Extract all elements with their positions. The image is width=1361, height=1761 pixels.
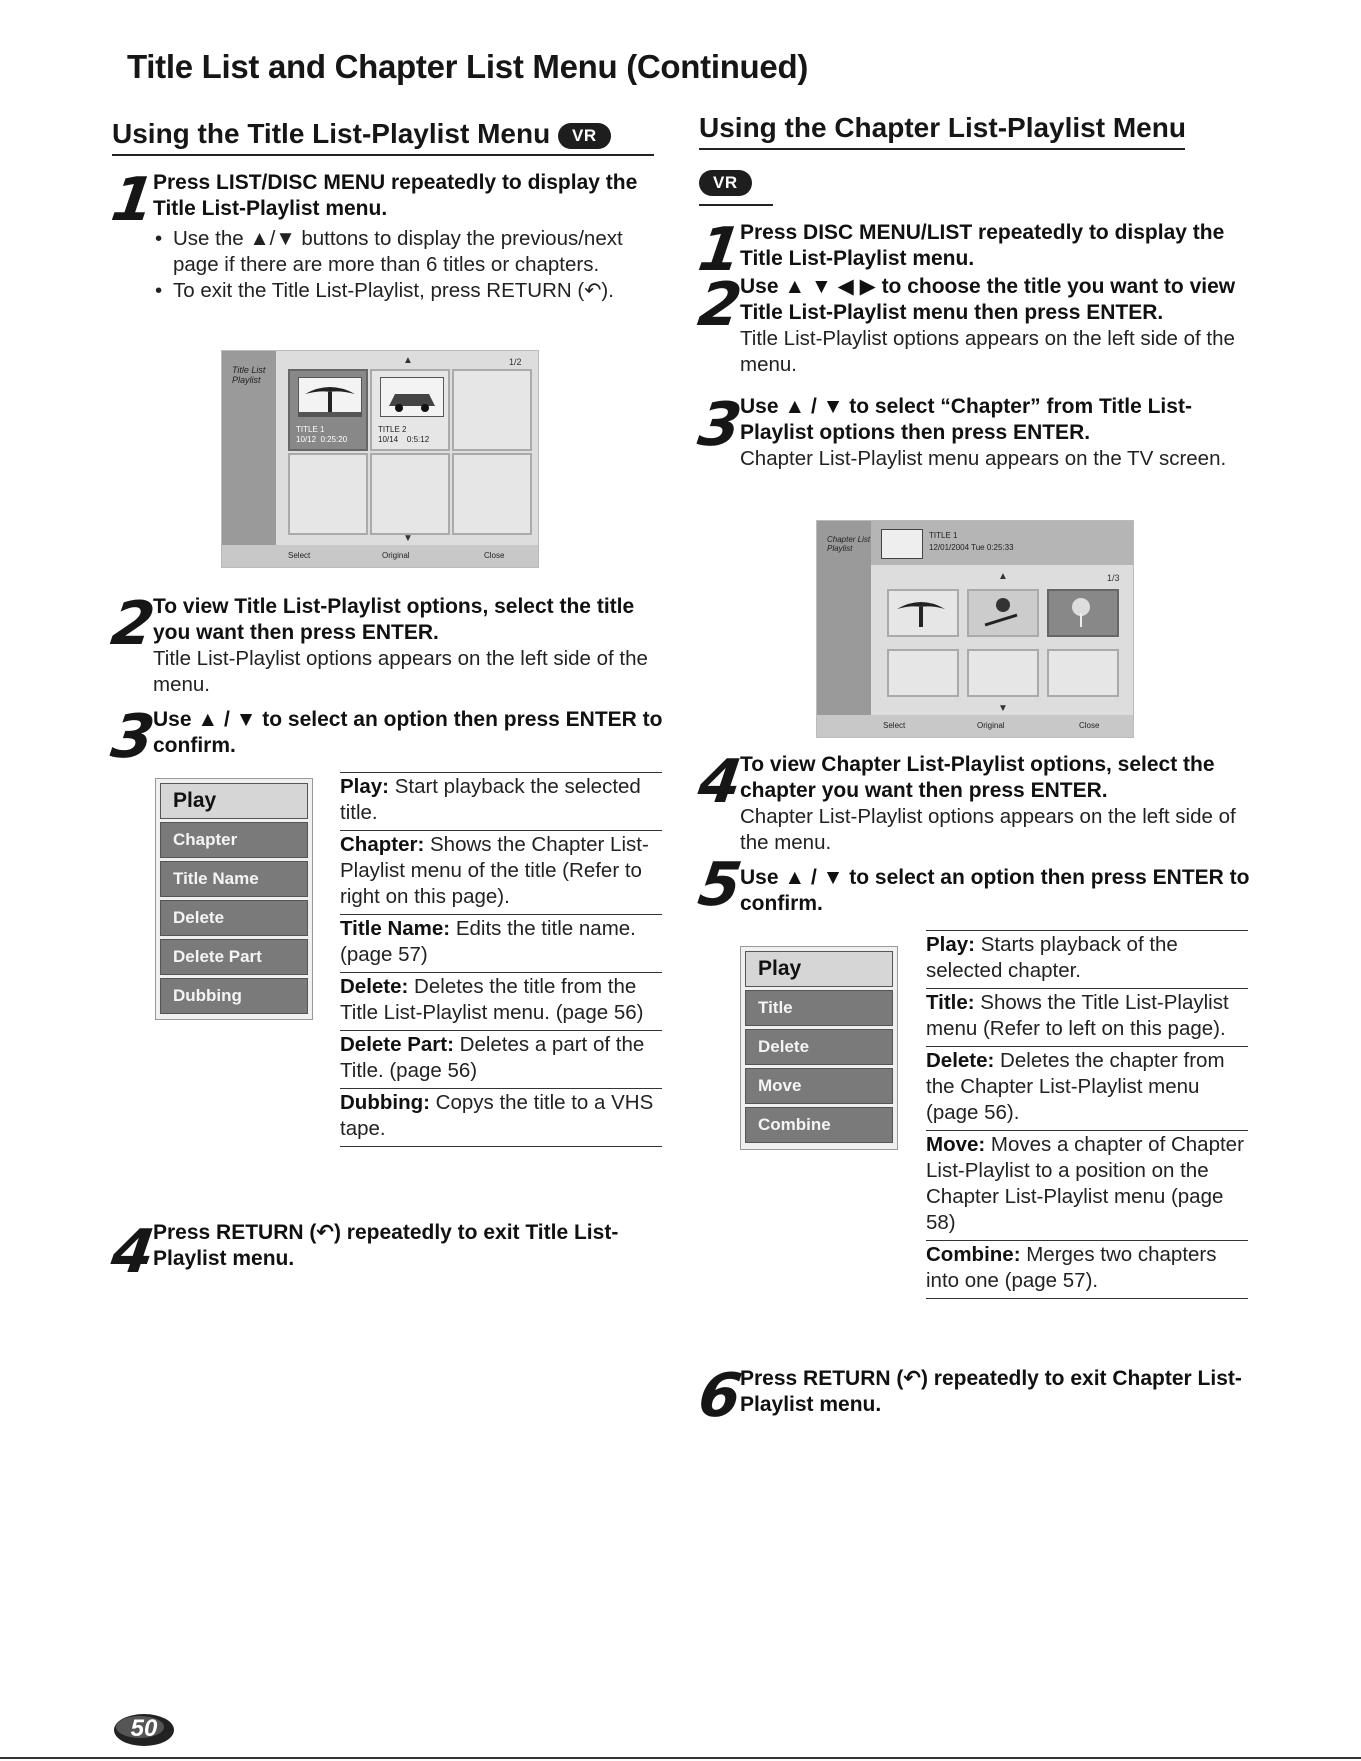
right-step-4-bold: To view Chapter List-Playlist options, select the chapter you want then press ENTER. bbox=[740, 753, 1215, 802]
title-1-name: TITLE 1 bbox=[296, 425, 325, 434]
step-number-3: 3 bbox=[107, 702, 159, 772]
left-step-1-bullets bbox=[153, 226, 658, 304]
left-step-2-plain: Title List-Playlist options appears on the left side of the menu. bbox=[153, 647, 648, 696]
left-step-2-bold: To view Title List-Playlist options, select the title you want then press ENTER. bbox=[153, 595, 635, 644]
definition-row bbox=[340, 772, 662, 830]
definition-row bbox=[340, 1030, 662, 1088]
right-step-3-plain: Chapter List-Playlist menu appears on the TV screen. bbox=[740, 447, 1227, 470]
chapter-header-bar bbox=[871, 521, 1133, 565]
step-number-6: 6 bbox=[694, 1361, 746, 1431]
chapter-thumbnail-empty[interactable] bbox=[967, 649, 1039, 697]
page-number: 50 bbox=[130, 1715, 158, 1742]
definition-row bbox=[340, 1088, 662, 1147]
right-vr-block bbox=[699, 170, 773, 206]
def-desc: Shows the Chapter List-Playlist menu of the title (Refer to right on this page). bbox=[340, 833, 649, 908]
left-step-1 bbox=[153, 170, 658, 304]
definition-row bbox=[926, 988, 1248, 1046]
menu-item-dubbing[interactable]: Dubbing bbox=[160, 978, 308, 1014]
menu-item-play[interactable]: Play bbox=[745, 951, 893, 987]
vr-badge: VR bbox=[558, 123, 611, 149]
definition-row bbox=[340, 830, 662, 914]
def-term: Play: bbox=[340, 775, 389, 798]
def-term: Delete Part: bbox=[340, 1033, 454, 1056]
menu-item-title-name[interactable]: Title Name bbox=[160, 861, 308, 897]
def-desc: Start playback the selected title. bbox=[340, 775, 641, 824]
menu-item-play[interactable]: Play bbox=[160, 783, 308, 819]
right-step-5-bold: Use ▲ / ▼ to select an option then press ENTER to confirm. bbox=[740, 866, 1250, 915]
def-term: Delete: bbox=[926, 1049, 995, 1072]
right-step-2 bbox=[740, 274, 1260, 378]
def-term: Delete: bbox=[340, 975, 409, 998]
definition-row bbox=[926, 1046, 1248, 1130]
car-image-icon bbox=[380, 377, 444, 417]
menu-item-title[interactable]: Title bbox=[745, 990, 893, 1026]
chapter-options-menu bbox=[740, 946, 898, 1150]
def-desc: Moves a chapter of Chapter List-Playlist to a position on the Chapter List-Playlist menu (page 58) bbox=[926, 1133, 1244, 1234]
left-step-1-text: Press LIST/DISC MENU repeatedly to display the Title List-Playlist menu. bbox=[153, 171, 638, 220]
menu-item-delete[interactable]: Delete bbox=[160, 900, 308, 936]
left-section-heading bbox=[112, 118, 654, 156]
tree-image-icon bbox=[881, 529, 923, 559]
chapter-options-definitions bbox=[926, 930, 1248, 1299]
definition-row bbox=[926, 930, 1248, 988]
right-step-1 bbox=[740, 220, 1260, 272]
title-thumbnail-empty[interactable] bbox=[452, 453, 532, 535]
footer-select: Select bbox=[883, 721, 906, 730]
scroll-down-icon: ▼ bbox=[403, 533, 413, 544]
chapter-thumbnail-2[interactable] bbox=[967, 589, 1039, 637]
def-term: Move: bbox=[926, 1133, 986, 1156]
step-number-1: 1 bbox=[107, 165, 159, 235]
chapter-thumbnail-empty[interactable] bbox=[1047, 649, 1119, 697]
left-step-3 bbox=[153, 707, 663, 759]
right-step-3 bbox=[740, 394, 1260, 472]
step-number-4: 4 bbox=[694, 747, 746, 817]
step-number-5: 5 bbox=[694, 850, 746, 920]
footer-original: Original bbox=[382, 551, 410, 560]
def-term: Combine: bbox=[926, 1243, 1021, 1266]
chapter-thumbnail-1[interactable] bbox=[887, 589, 959, 637]
footer-close: Close bbox=[1079, 721, 1100, 730]
title-options-definitions bbox=[340, 772, 662, 1147]
right-step-6 bbox=[740, 1366, 1260, 1418]
definition-row bbox=[340, 914, 662, 972]
def-desc: Copys the title to a VHS tape. bbox=[340, 1091, 654, 1140]
def-desc: Deletes the title from the Title List-Playlist menu. (page 56) bbox=[340, 975, 644, 1024]
step-number-1: 1 bbox=[694, 215, 746, 285]
menu-item-move[interactable]: Move bbox=[745, 1068, 893, 1104]
screen-footer bbox=[817, 715, 1133, 737]
title-thumbnail-empty[interactable] bbox=[452, 369, 532, 451]
step-number-2: 2 bbox=[694, 270, 746, 340]
menu-item-delete-part[interactable]: Delete Part bbox=[160, 939, 308, 975]
definition-row bbox=[340, 972, 662, 1030]
title-thumbnail-1[interactable] bbox=[288, 369, 368, 451]
def-desc: Shows the Title List-Playlist menu (Refer to left on this page). bbox=[926, 991, 1229, 1040]
title-1-time: 0:25:20 bbox=[320, 435, 348, 444]
scroll-up-icon: ▲ bbox=[403, 355, 413, 366]
screen-sidebar bbox=[817, 521, 871, 737]
def-desc: Deletes a part of the Title. (page 56) bbox=[340, 1033, 645, 1082]
title-thumbnail-empty[interactable] bbox=[370, 453, 450, 535]
screen-side-label: Chapter List Playlist bbox=[827, 535, 871, 553]
def-term: Dubbing: bbox=[340, 1091, 430, 1114]
title-options-menu bbox=[155, 778, 313, 1020]
menu-item-chapter[interactable]: Chapter bbox=[160, 822, 308, 858]
footer-select: Select bbox=[288, 551, 311, 560]
right-step-4-plain: Chapter List-Playlist options appears on the left side of the menu. bbox=[740, 805, 1236, 854]
tree-image-icon bbox=[889, 591, 953, 631]
def-term: Title: bbox=[926, 991, 975, 1014]
page-title: Title List and Chapter List Menu (Continued) bbox=[127, 48, 809, 85]
right-heading-text: Using the Chapter List-Playlist Menu bbox=[699, 112, 1186, 143]
def-term: Chapter: bbox=[340, 833, 425, 856]
chapter-thumbnail-3[interactable] bbox=[1047, 589, 1119, 637]
def-desc: Deletes the chapter from the Chapter List-Playlist menu (page 56). bbox=[926, 1049, 1225, 1124]
right-step-5 bbox=[740, 865, 1260, 917]
page-indicator: 1/3 bbox=[1107, 573, 1120, 583]
left-heading-text: Using the Title List-Playlist Menu bbox=[112, 118, 551, 149]
step-number-4: 4 bbox=[107, 1217, 159, 1287]
right-step-2-plain: Title List-Playlist options appears on the left side of the menu. bbox=[740, 327, 1235, 376]
def-desc: Merges two chapters into one (page 57). bbox=[926, 1243, 1217, 1292]
skier-image-icon bbox=[969, 591, 1033, 631]
def-desc: Starts playback of the selected chapter. bbox=[926, 933, 1178, 982]
scroll-up-icon: ▲ bbox=[998, 571, 1008, 582]
left-step-4 bbox=[153, 1220, 663, 1272]
title-2-time: 0:5:12 bbox=[406, 435, 430, 444]
title-2-date: 10/14 bbox=[378, 435, 399, 444]
title-thumbnail-2[interactable] bbox=[370, 369, 450, 451]
left-step-2 bbox=[153, 594, 663, 698]
chapter-title-date: 12/01/2004 Tue 0:25:33 bbox=[929, 543, 1014, 552]
title-1-date: 10/12 bbox=[296, 435, 317, 444]
right-section-heading bbox=[699, 112, 1185, 150]
menu-item-delete[interactable]: Delete bbox=[745, 1029, 893, 1065]
left-step-4-bold: Press RETURN (↶) repeatedly to exit Title List-Playlist menu. bbox=[153, 1221, 619, 1270]
right-step-1-bold: Press DISC MENU/LIST repeatedly to display the Title List-Playlist menu. bbox=[740, 221, 1225, 270]
title-2-name: TITLE 2 bbox=[378, 425, 407, 434]
bullet-item: • To exit the Title List-Playlist, press RETURN (↶). bbox=[173, 278, 658, 304]
chapter-list-screen bbox=[816, 520, 1134, 738]
flower-image-icon bbox=[1049, 591, 1113, 631]
right-step-6-bold: Press RETURN (↶) repeatedly to exit Chapter List-Playlist menu. bbox=[740, 1367, 1242, 1416]
page-number-badge bbox=[112, 1712, 176, 1748]
right-step-3-bold: Use ▲ / ▼ to select “Chapter” from Title List-Playlist options then press ENTER. bbox=[740, 395, 1192, 444]
vr-badge: VR bbox=[699, 170, 752, 196]
screen-footer bbox=[222, 545, 538, 567]
tree-image-icon bbox=[298, 377, 362, 417]
screen-sidebar bbox=[222, 351, 276, 567]
right-step-4 bbox=[740, 752, 1260, 856]
step-number-2: 2 bbox=[107, 589, 159, 659]
bullet-item: • Use the ▲/▼ buttons to display the previous/next page if there are more than 6 titles or chapters. bbox=[173, 226, 658, 278]
chapter-title-name: TITLE 1 bbox=[929, 531, 958, 540]
definition-row bbox=[926, 1130, 1248, 1240]
screen-side-label: Title List Playlist bbox=[232, 365, 266, 385]
def-desc: Edits the title name. (page 57) bbox=[340, 917, 636, 966]
scroll-down-icon: ▼ bbox=[998, 703, 1008, 714]
left-step-3-bold: Use ▲ / ▼ to select an option then press ENTER to confirm. bbox=[153, 708, 663, 757]
footer-close: Close bbox=[484, 551, 505, 560]
right-step-2-bold: Use ▲ ▼ ◀ ▶ to choose the title you want to view Title List-Playlist menu then press ENTER. bbox=[740, 275, 1236, 324]
page-indicator: 1/2 bbox=[509, 357, 522, 367]
def-term: Title Name: bbox=[340, 917, 451, 940]
footer-original: Original bbox=[977, 721, 1005, 730]
definition-row bbox=[926, 1240, 1248, 1299]
title-thumbnail-empty[interactable] bbox=[288, 453, 368, 535]
chapter-thumbnail-empty[interactable] bbox=[887, 649, 959, 697]
step-number-3: 3 bbox=[694, 390, 746, 460]
menu-item-combine[interactable]: Combine bbox=[745, 1107, 893, 1143]
title-list-screen bbox=[221, 350, 539, 568]
bottom-rule bbox=[0, 1757, 1361, 1759]
def-term: Play: bbox=[926, 933, 975, 956]
